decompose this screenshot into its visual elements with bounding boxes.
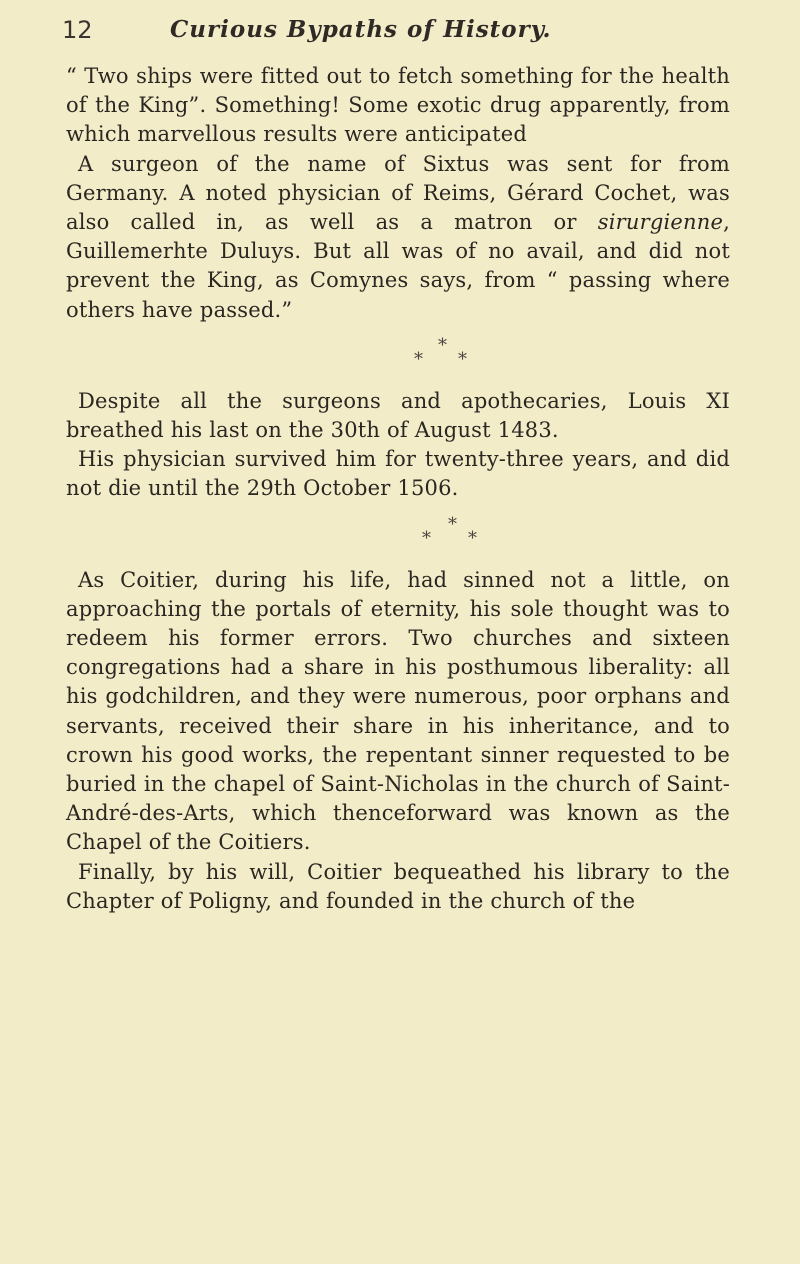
section-divider-asterism [66,504,730,566]
paragraph-surgeon [66,150,730,325]
asterism-star: * [422,527,432,549]
asterism-star: * [468,527,478,549]
asterism-star: * [414,348,424,370]
paragraph-physician-survived: His physician survived him for twenty-three years, and did not die until the 29th October 1506. [66,447,730,501]
body-text [66,62,730,916]
page-header [62,16,736,56]
paragraph-death-of-louis: Despite all the surgeons and apothecaries, Louis XI breathed his last on the 30th of August 1483. [66,388,730,443]
asterism-star: * [458,348,468,370]
paragraph-ships: “ Two ships were fitted out to fetch something for the health of the King”. Something! Some exotic drug apparently, from which marvellous results were anticipated [66,64,730,147]
section-divider-asterism [66,325,730,387]
paragraph-coitier-liberality: As Coitier, during his life, had sinned not a little, on approaching the portals of eternity, his sole thought was to redeem his former errors. Two churches and sixteen congregations had a share in his posthumous liberality: all his godchildren, and they were numerous, poor orphans and servants, received their share in his inheritance, and to crown his good works, the repentant sinner requested to be buried in the chapel of Saint-Nicholas in the church of Saint-André-des-Arts, which thenceforward was known as the Chapel of the Coitiers. [66,567,730,855]
running-head: Curious Bypaths of History. [170,16,552,43]
paragraph-coitier-will: Finally, by his will, Coitier bequeathed his library to the Chapter of Poligny, and founded in the church of the [66,859,730,913]
paragraph-surgeon-text-2: , Guillemerhte Duluys. But all was of no avail, and did not prevent the King, as Comynes says, from “ passing where others have passed.” [66,210,730,322]
paragraph-surgeon-italic: sirurgienne [597,210,724,235]
paragraph-surgeon-text-1: A surgeon of the name of Sixtus was sent for from Germany. A noted physician of Reims, Gérard Cochet, was also called in, as well as a matron or [66,151,730,235]
page-number: 12 [62,16,93,44]
asterism-star: * [438,334,448,356]
asterism-star: * [448,513,458,535]
